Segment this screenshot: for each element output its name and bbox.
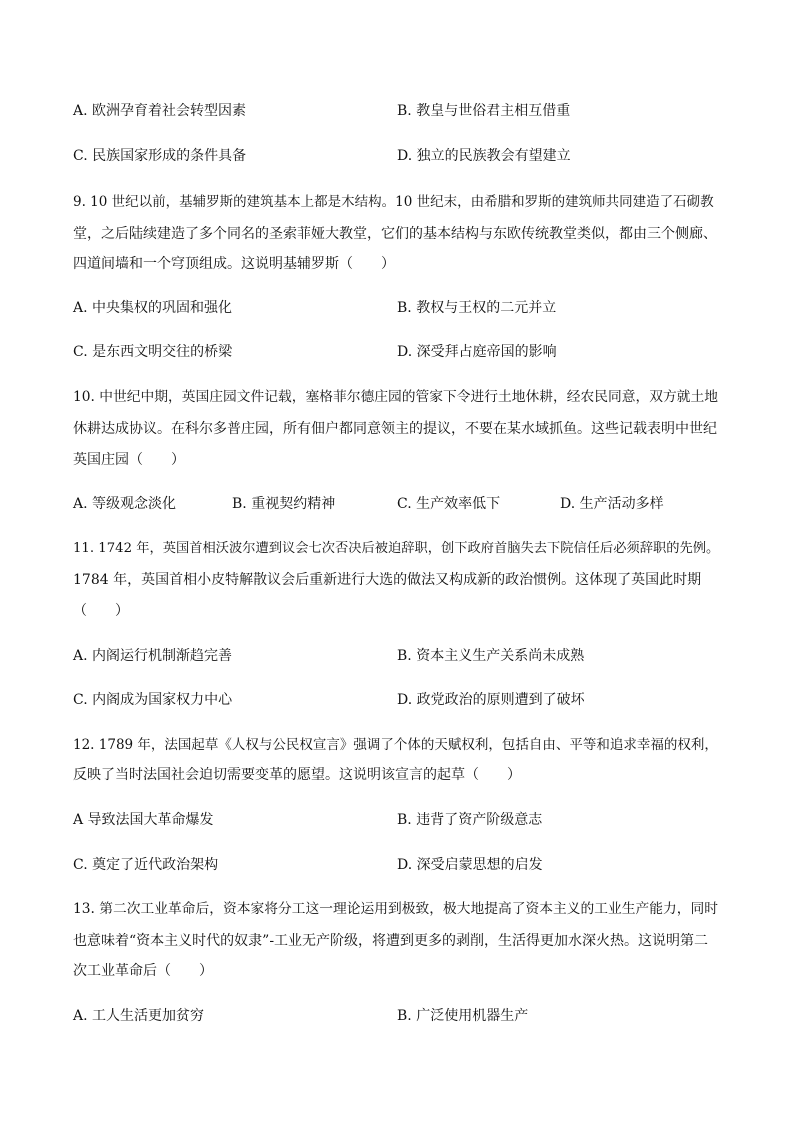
- q13-stem-line-1: 13. 第二次工业革命后，资本家将分工这一理论运用到极致，极大地提高了资本主义的工业生产能力，同时: [73, 901, 718, 917]
- q11-option-c: C. 内阁成为国家权力中心: [73, 692, 233, 708]
- q11-stem-line-2: 1784 年，英国首相小皮特解散议会后重新进行大选的做法又构成新的政治惯例。这体现了英国此时期: [73, 572, 702, 588]
- q12-stem-line-1: 12. 1789 年，法国起草《人权与公民权宣言》强调了个体的天赋权利，包括自由、平等和追求幸福的权利，: [73, 737, 718, 753]
- q9-stem-line-1: 9. 10 世纪以前，基辅罗斯的建筑基本上都是木结构。10 世纪末，由希腊和罗斯的建筑师共同建造了石砌教: [73, 194, 714, 210]
- q8-option-a: A. 欧洲孕育着社会转型因素: [73, 103, 247, 119]
- q11-option-b: B. 资本主义生产关系尚未成熟: [397, 648, 585, 664]
- q10-stem-line-1: 10. 中世纪中期，英国庄园文件记载，塞格菲尔德庄园的管家下令进行土地休耕，经农民同意，双方就土地: [73, 389, 718, 405]
- q11-option-d: D. 政党政治的原则遭到了破坏: [397, 692, 585, 708]
- q8-option-d: D. 独立的民族教会有望建立: [397, 148, 571, 164]
- q12-option-b: B. 违背了资产阶级意志: [397, 812, 543, 828]
- q12-option-c: C. 奠定了近代政治架构: [73, 857, 219, 873]
- q11-option-a: A. 内阁运行机制渐趋完善: [73, 648, 233, 664]
- q10-option-c: C. 生产效率低下: [397, 496, 501, 512]
- q13-option-a: A. 工人生活更加贫穷: [73, 1008, 205, 1024]
- q9-option-c: C. 是东西文明交往的桥梁: [73, 344, 233, 360]
- q10-stem-line-2: 休耕达成协议。在科尔多普庄园，所有佃户都同意领主的提议，不要在某水域抓鱼。这些记载表明中世纪: [73, 421, 717, 437]
- q11-stem-line-3: （ ）: [73, 603, 129, 619]
- q9-option-a: A. 中央集权的巩固和强化: [73, 300, 233, 316]
- q10-stem-line-3: 英国庄园（ ）: [73, 452, 185, 468]
- q9-option-b: B. 教权与王权的二元并立: [397, 300, 557, 316]
- q8-option-b: B. 教皇与世俗君主相互借重: [397, 103, 571, 119]
- q9-stem-line-3: 四道间墙和一个穹顶组成。这说明基辅罗斯（ ）: [73, 256, 395, 272]
- q9-stem-line-2: 堂，之后陆续建造了多个同名的圣索菲娅大教堂，它们的基本结构与东欧传统教堂类似，都由三个侧廊、: [73, 226, 717, 242]
- q9-option-d: D. 深受拜占庭帝国的影响: [397, 344, 557, 360]
- q13-stem-line-2: 也意味着“资本主义时代的奴隶”-工业无产阶级，将遭到更多的剥削，生活得更加水深火热。这说明第二: [73, 933, 709, 949]
- q10-option-b: B. 重视契约精神: [232, 496, 336, 512]
- q8-option-c: C. 民族国家形成的条件具备: [73, 148, 247, 164]
- q10-option-d: D. 生产活动多样: [560, 496, 664, 512]
- q12-option-d: D. 深受启蒙思想的启发: [397, 857, 543, 873]
- q12-stem-line-2: 反映了当时法国社会迫切需要变革的愿望。这说明该宣言的起草（ ）: [73, 767, 521, 783]
- q13-stem-line-3: 次工业革命后（ ）: [73, 963, 213, 979]
- q13-option-b: B. 广泛使用机器生产: [397, 1008, 529, 1024]
- q12-option-a: A 导致法国大革命爆发: [73, 812, 214, 828]
- q10-option-a: A. 等级观念淡化: [73, 496, 177, 512]
- q11-stem-line-1: 11. 1742 年，英国首相沃波尔遭到议会七次否决后被迫辞职，创下政府首脑失去下院信任后必须辞职的先例。: [73, 541, 720, 556]
